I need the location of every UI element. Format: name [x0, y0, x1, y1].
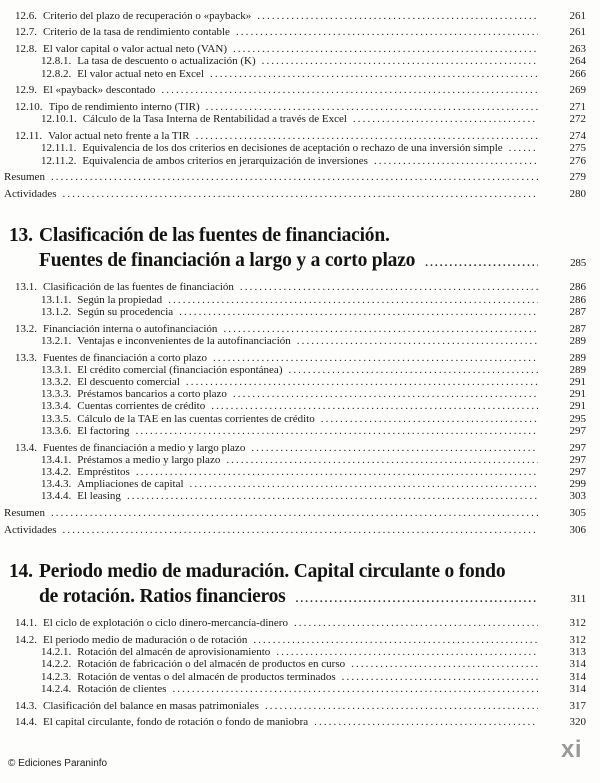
dot-leader — [265, 700, 538, 712]
entry-page-number: 312 — [569, 617, 586, 630]
entry-title: Ventajas e inconvenientes de la autofinanciación — [77, 334, 291, 347]
entry-title: Según su procedencia — [77, 305, 174, 318]
entry-page-number: 272 — [569, 113, 586, 126]
toc-entry — [4, 524, 586, 536]
dot-leader — [51, 507, 538, 519]
entry-title: Equivalencia de ambos criterios en jerarquización de inversiones — [82, 154, 368, 167]
entry-title: Según la propiedad — [77, 293, 163, 306]
dot-leader — [161, 84, 538, 96]
chapter-title-line1: Clasificación de las fuentes de financiación. — [39, 225, 390, 247]
toc-entry — [4, 716, 586, 728]
entry-number: 14.2.2. — [41, 658, 72, 671]
entry-page-number: 297 — [569, 453, 586, 466]
chapter-page-number: 311 — [570, 592, 586, 605]
entry-title: Rotación de clientes — [77, 682, 167, 695]
dot-leader — [206, 101, 538, 113]
toc-entry — [4, 335, 586, 347]
entry-title: Valor actual neto frente a la TIR — [48, 130, 190, 143]
entry-title: Rotación del almacén de aprovisionamiento — [77, 646, 271, 659]
dot-leader — [127, 490, 538, 502]
dot-leader — [294, 617, 538, 629]
dot-leader — [251, 442, 538, 454]
chapter-page-number: 285 — [570, 256, 586, 269]
entry-page-number: 289 — [569, 363, 586, 376]
toc-entry — [4, 646, 586, 658]
chapter-number: 14. — [9, 561, 33, 583]
toc-entry — [4, 425, 586, 437]
entry-number: 14.3. — [15, 699, 37, 712]
toc-entry — [4, 490, 586, 502]
dot-leader — [425, 249, 538, 276]
entry-page-number: 306 — [569, 524, 586, 537]
entry-page-number: 313 — [569, 646, 586, 659]
entry-title: El valor actual neto en Excel — [77, 67, 204, 80]
toc-entry — [4, 26, 586, 38]
dot-leader — [226, 454, 538, 466]
entry-number: 14.2.1. — [41, 646, 72, 659]
entry-page-number: 297 — [569, 466, 586, 479]
entry-page-number: 287 — [569, 305, 586, 318]
entry-number: 14.4. — [15, 716, 37, 729]
toc-entry — [4, 683, 586, 695]
toc-entry — [4, 306, 586, 318]
entry-title: Ampliaciones de capital — [77, 478, 184, 491]
entry-title: El descuento comercial — [77, 376, 180, 388]
entry-page-number: 266 — [569, 67, 586, 80]
entry-title: El valor capital o valor actual neto (VAN) — [43, 43, 227, 56]
entry-page-number: 291 — [569, 388, 586, 401]
toc-entry — [4, 507, 586, 519]
entry-page-number: 297 — [569, 441, 586, 454]
entry-title: El periodo medio de maduración o de rotación — [43, 634, 248, 647]
dot-leader — [276, 646, 538, 658]
chapter-heading-line1 — [4, 224, 586, 249]
entry-number: 14.1. — [15, 617, 37, 630]
entry-title: Préstamos a medio y largo plazo — [77, 453, 221, 466]
entry-title: El leasing — [77, 490, 121, 503]
toc-body — [4, 10, 586, 729]
chapter-heading — [4, 224, 586, 275]
entry-page-number: 275 — [569, 142, 586, 155]
entry-number: 14.2.4. — [41, 682, 72, 695]
toc-entry — [4, 478, 586, 490]
dot-leader — [172, 683, 538, 695]
dot-leader — [51, 171, 538, 183]
dot-leader — [353, 113, 538, 125]
dot-leader — [233, 43, 538, 55]
dot-leader — [321, 413, 538, 425]
entry-page-number: 320 — [569, 716, 586, 729]
entry-page-number: 269 — [569, 84, 586, 97]
entry-title: El crédito comercial (financiación espontánea) — [77, 363, 283, 376]
toc-entry — [4, 101, 586, 113]
toc-entry — [4, 281, 586, 293]
dot-leader — [297, 335, 538, 347]
dot-leader — [179, 306, 538, 318]
dot-leader — [257, 10, 538, 22]
entry-page-number: 287 — [569, 322, 586, 335]
copyright-note: © Ediciones Paraninfo — [8, 758, 108, 769]
entry-page-number: 271 — [569, 101, 586, 114]
dot-leader — [236, 26, 538, 38]
entry-number: 13.1.2. — [41, 305, 72, 318]
toc-entry — [4, 466, 586, 478]
entry-number: 13.4. — [15, 441, 37, 454]
entry-page-number: 312 — [569, 634, 586, 647]
dot-leader — [509, 142, 538, 154]
entry-title: Resumen — [4, 171, 45, 184]
dot-leader — [136, 466, 538, 478]
entry-number: 13.3.5. — [41, 412, 72, 425]
toc-entry — [4, 55, 586, 67]
dot-leader — [342, 671, 538, 683]
toc-entry — [4, 188, 586, 200]
chapter-heading-line2 — [4, 585, 586, 612]
dot-leader — [135, 425, 538, 437]
entry-page-number: 314 — [569, 670, 586, 683]
entry-title: Tipo de rendimiento interno (TIR) — [48, 101, 200, 114]
entry-page-number: 299 — [569, 478, 586, 491]
entry-title: Fuentes de financiación a corto plazo — [43, 351, 208, 364]
toc-entry — [4, 634, 586, 646]
dot-leader — [240, 281, 538, 293]
dot-leader — [262, 55, 538, 67]
entry-page-number: 305 — [569, 507, 586, 520]
entry-page-number: 280 — [569, 188, 586, 201]
entry-number: 13.1. — [15, 281, 37, 294]
toc-entry — [4, 454, 586, 466]
entry-page-number: 289 — [569, 334, 586, 347]
entry-title: Clasificación del balance en masas patrimoniales — [43, 699, 259, 712]
entry-page-number: 261 — [569, 26, 586, 39]
dot-leader — [63, 524, 538, 536]
entry-number: 12.11. — [15, 130, 43, 143]
dot-leader — [168, 294, 538, 306]
entry-title: El «payback» descontado — [43, 84, 156, 97]
entry-title: Criterio del plazo de recuperación o «payback» — [43, 9, 252, 22]
entry-number: 13.1.1. — [41, 293, 72, 306]
entry-number: 13.3.1. — [41, 363, 72, 376]
dot-leader — [186, 376, 538, 388]
dot-leader — [288, 364, 538, 376]
chapter-heading — [4, 560, 586, 611]
entry-number: 12.10. — [15, 101, 43, 114]
entry-title: La tasa de descuento o actualización (K) — [77, 55, 256, 68]
entry-number: 13.4.4. — [41, 490, 72, 503]
chapter-heading-line2 — [4, 249, 586, 276]
entry-title: Equivalencia de los dos criterios en decisiones de aceptación o rechazo de una inversión simple — [82, 142, 503, 155]
dot-leader — [211, 400, 538, 412]
entry-title: El factoring — [77, 424, 130, 437]
dot-leader — [296, 585, 538, 612]
entry-page-number: 303 — [569, 490, 586, 503]
chapter-title-line2: de rotación. Ratios financieros — [39, 585, 286, 607]
toc-entry — [4, 294, 586, 306]
toc-entry — [4, 84, 586, 96]
entry-page-number: 286 — [569, 293, 586, 306]
entry-title: Criterio de la tasa de rendimiento contable — [43, 26, 230, 39]
toc-entry — [4, 113, 586, 125]
entry-page-number: 279 — [569, 171, 586, 184]
entry-title: Rotación de ventas o del almacén de productos terminados — [77, 670, 336, 683]
entry-number: 13.3.2. — [41, 376, 72, 388]
entry-number: 12.11.2. — [41, 154, 77, 167]
entry-number: 13.2. — [15, 322, 37, 335]
entry-page-number: 276 — [569, 154, 586, 167]
chapter-title-line1: Periodo medio de maduración. Capital circulante o fondo — [39, 561, 506, 583]
toc-entry — [4, 10, 586, 22]
entry-title: Fuentes de financiación a medio y largo plazo — [43, 441, 246, 454]
entry-title: El capital circulante, fondo de rotación o fondo de maniobra — [43, 716, 309, 729]
entry-page-number: 263 — [569, 43, 586, 56]
entry-page-number: 261 — [569, 9, 586, 22]
entry-title: Financiación interna o autofinanciación — [43, 322, 218, 335]
dot-leader — [210, 68, 538, 80]
toc-entry — [4, 413, 586, 425]
entry-page-number: 264 — [569, 55, 586, 68]
entry-number: 12.8.2. — [41, 67, 72, 80]
entry-title: Cuentas corrientes de crédito — [77, 400, 206, 413]
entry-page-number: 317 — [569, 699, 586, 712]
toc-entry — [4, 388, 586, 400]
toc-entry — [4, 352, 586, 364]
dot-leader — [351, 658, 538, 670]
dot-leader — [213, 352, 538, 364]
entry-title: Clasificación de las fuentes de financiación — [43, 281, 234, 294]
entry-page-number: 295 — [569, 412, 586, 425]
toc-entry — [4, 323, 586, 335]
toc-entry — [4, 142, 586, 154]
entry-number: 14.2.3. — [41, 670, 72, 683]
entry-title: Préstamos bancarios a corto plazo — [77, 388, 227, 401]
entry-title: Rotación de fabricación o del almacén de productos en curso — [77, 658, 346, 671]
entry-number: 13.3.4. — [41, 400, 72, 413]
dot-leader — [314, 716, 538, 728]
entry-number: 12.6. — [15, 9, 37, 22]
entry-page-number: 289 — [569, 351, 586, 364]
entry-number: 12.9. — [15, 84, 37, 97]
toc-entry — [4, 376, 586, 388]
dot-leader — [223, 323, 538, 335]
entry-number: 13.4.1. — [41, 453, 72, 466]
toc-entry — [4, 171, 586, 183]
entry-page-number: 314 — [569, 682, 586, 695]
toc-entry — [4, 617, 586, 629]
dot-leader — [196, 130, 538, 142]
toc-entry — [4, 43, 586, 55]
entry-number: 14.2. — [15, 634, 37, 647]
toc-entry — [4, 155, 586, 167]
dot-leader — [233, 388, 538, 400]
toc-entry — [4, 130, 586, 142]
entry-title: Empréstitos — [77, 466, 130, 479]
entry-page-number: 314 — [569, 658, 586, 671]
entry-number: 13.2.1. — [41, 334, 72, 347]
entry-number: 13.3. — [15, 351, 37, 364]
entry-number: 12.8.1. — [41, 55, 72, 68]
entry-page-number: 286 — [569, 281, 586, 294]
toc-entry — [4, 671, 586, 683]
toc-entry — [4, 658, 586, 670]
entry-number: 13.4.2. — [41, 466, 72, 479]
entry-page-number: 291 — [569, 376, 586, 388]
entry-number: 12.7. — [15, 26, 37, 39]
entry-number: 12.8. — [15, 43, 37, 56]
chapter-title-line2: Fuentes de financiación a largo y a corto plazo — [39, 249, 416, 271]
toc-entry — [4, 442, 586, 454]
toc-entry — [4, 68, 586, 80]
dot-leader — [63, 188, 538, 200]
chapter-number: 13. — [9, 225, 33, 247]
page-number-display: xi — [560, 736, 582, 763]
entry-title: El ciclo de explotación o ciclo dinero-mercancía-dinero — [43, 617, 288, 630]
toc-entry — [4, 364, 586, 376]
toc-entry — [4, 400, 586, 412]
entry-number: 13.4.3. — [41, 478, 72, 491]
entry-page-number: 297 — [569, 424, 586, 437]
entry-number: 12.11.1. — [41, 142, 77, 155]
entry-title: Actividades — [4, 524, 57, 537]
entry-page-number: 291 — [569, 400, 586, 413]
entry-number: 13.3.3. — [41, 388, 72, 401]
dot-leader — [190, 478, 538, 490]
entry-number: 12.10.1. — [41, 113, 77, 126]
entry-title: Resumen — [4, 507, 45, 520]
toc-entry — [4, 700, 586, 712]
entry-title: Actividades — [4, 188, 57, 201]
entry-title: Cálculo de la Tasa Interna de Rentabilidad a través de Excel — [82, 113, 347, 126]
entry-page-number: 274 — [569, 130, 586, 143]
entry-number: 13.3.6. — [41, 424, 72, 437]
dot-leader — [374, 155, 538, 167]
chapter-heading-line1 — [4, 560, 586, 585]
entry-title: Cálculo de la TAE en las cuentas corrientes de crédito — [77, 412, 315, 425]
dot-leader — [253, 634, 538, 646]
